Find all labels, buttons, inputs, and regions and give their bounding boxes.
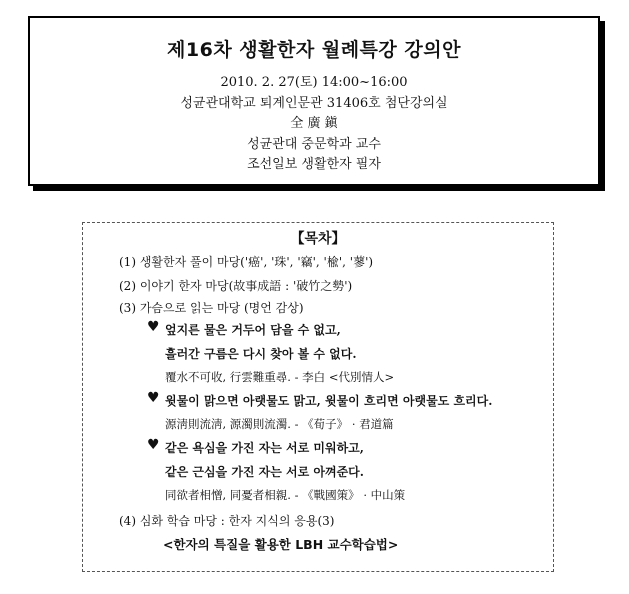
- toc-item-2: (2) 이야기 한자 마당(故事成語 : '破竹之勢'): [119, 279, 353, 293]
- toc-item-1: (1) 생활한자 풀이 마당('癌', '珠', '竊', '楡', '蓼'): [119, 255, 374, 269]
- quote-3-line-2: 같은 근심을 가진 자는 서로 아껴준다.: [165, 465, 364, 479]
- quote-3-line-1: 같은 욕심을 가진 자는 서로 미워하고,: [165, 441, 364, 455]
- toc-item-4: (4) 심화 학습 마당 : 한자 지식의 응용(3): [119, 514, 335, 528]
- quote-1-line-2: 흘러간 구름은 다시 찾아 볼 수 없다.: [165, 347, 357, 361]
- quote-1-line-1: 엎지른 물은 거두어 담을 수 없고,: [165, 323, 341, 337]
- lecturer-affiliation: 성균관대 중문학과 교수: [247, 136, 381, 152]
- toc-item-4-subtitle: <한자의 특질을 활용한 LBH 교수학습법>: [163, 537, 399, 552]
- heart-icon: ♥: [147, 437, 160, 453]
- table-of-contents: [82, 222, 554, 572]
- lecturer-name: 全 廣 鎭: [290, 116, 338, 131]
- quote-1-source: 覆水不可收, 行雲難重尋. - 李白 <代別情人>: [165, 370, 395, 384]
- toc-item-3: (3) 가슴으로 읽는 마당 (명언 감상): [119, 301, 304, 315]
- quote-3-source: 同欲者相憎, 同憂者相親. - 《戰國策》 · 中山策: [165, 488, 406, 502]
- heart-icon: ♥: [147, 390, 160, 406]
- lecture-venue: 성균관대학교 퇴계인문관 31406호 첨단강의실: [180, 95, 448, 111]
- heart-icon: ♥: [147, 319, 160, 335]
- toc-title: 【목차】: [290, 231, 346, 247]
- lecture-date: 2010. 2. 27(토) 14:00~16:00: [220, 75, 408, 90]
- lecturer-column: 조선일보 생활한자 필자: [247, 157, 381, 172]
- lecture-header-box: [28, 16, 600, 186]
- quote-2-source: 源淸則流淸, 源濁則流濁. - 《荀子》 · 君道篇: [165, 417, 394, 431]
- quote-2-line-1: 윗물이 맑으면 아랫물도 맑고, 윗물이 흐리면 아랫물도 흐리다.: [165, 394, 493, 408]
- lecture-title: 제16차 생활한자 월례특강 강의안: [167, 39, 461, 61]
